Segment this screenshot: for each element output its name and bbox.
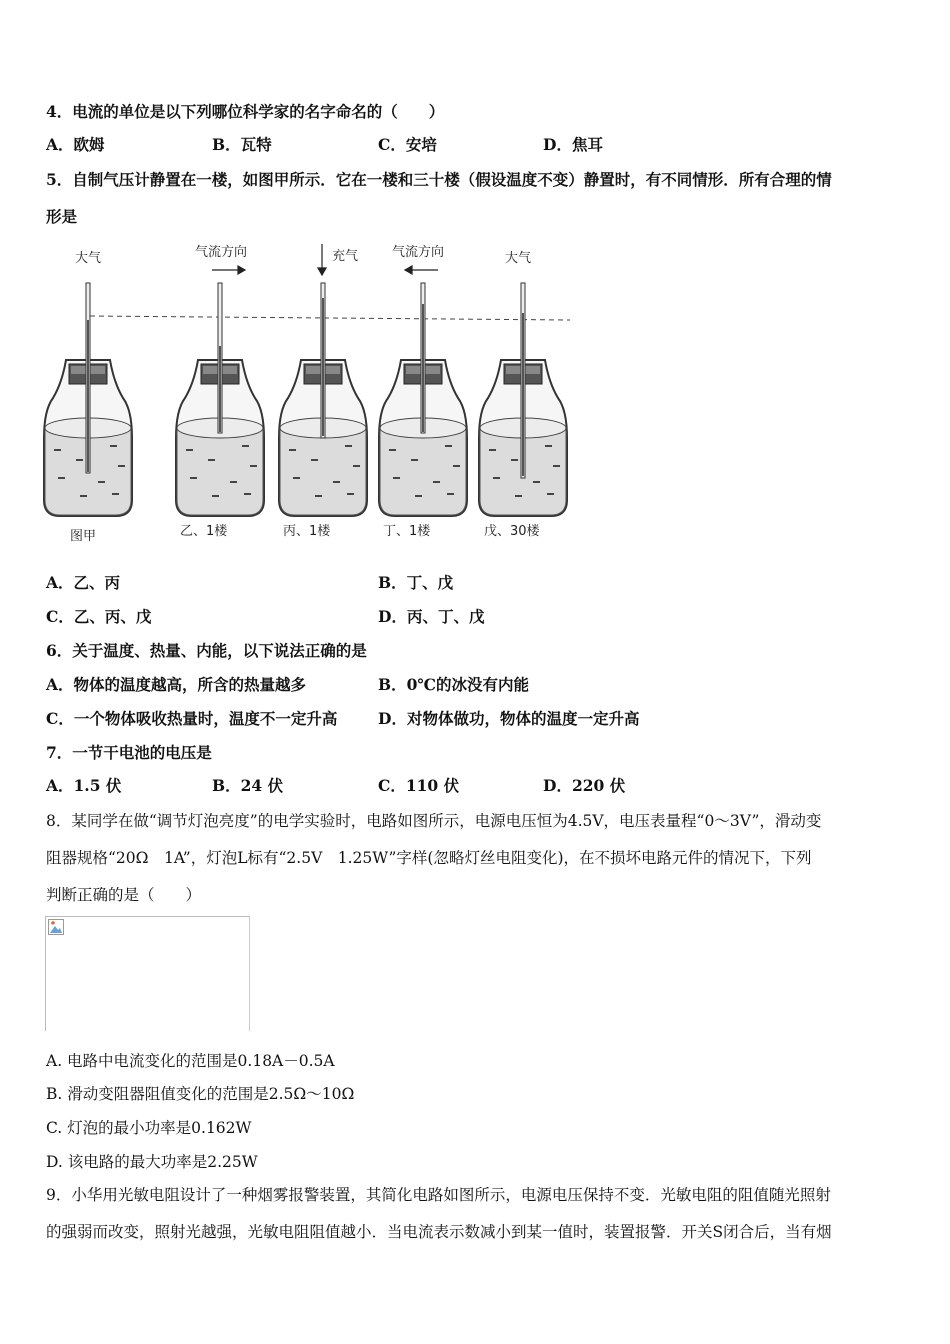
water-level-reference-line <box>90 316 570 320</box>
q8-option-c: C. 灯泡的最小功率是0.162W <box>46 1119 252 1137</box>
q8-stem-line2: 阻器规格“20Ω 1A”，灯泡L标有“2.5V 1.25W”字样(忽略灯丝电阻变化)，在不损坏电路元件的情况下，下列 <box>46 849 812 867</box>
bottle-yi <box>176 283 264 516</box>
fig-top-label-2: 气流方向 <box>195 245 248 260</box>
q8-option-b: B. 滑动变阻器阻值变化的范围是2.5Ω～10Ω <box>46 1085 355 1103</box>
fig-top-label-3: 充气 <box>332 249 359 264</box>
fig-bottom-label-2: 乙、1楼 <box>180 524 228 539</box>
q5-stem-line1: 5．自制气压计静置在一楼，如图甲所示．它在一楼和三十楼（假设温度不变）静置时，有不同情形．所有合理的情 <box>46 170 832 189</box>
airflow-arrow-left <box>405 266 438 274</box>
q7-option-a: A．1.5 伏 <box>46 776 122 795</box>
q8-option-a: A. 电路中电流变化的范围是0.18A－0.5A <box>46 1052 335 1070</box>
q8-option-d: D. 该电路的最大功率是2.25W <box>46 1153 258 1171</box>
q8-stem-line1: 8．某同学在做“调节灯泡亮度”的电学实验时，电路如图所示，电源电压恒为4.5V，电压表量程“0～3V”，滑动变 <box>46 812 822 830</box>
fig-top-label-5: 大气 <box>505 251 532 266</box>
q9-stem-line1: 9．小华用光敏电阻设计了一种烟雾报警装置，其简化电路如图所示，电源电压保持不变．光敏电阻的阻值随光照射 <box>46 1186 831 1204</box>
q7-option-d: D．220 伏 <box>543 776 626 795</box>
fig-top-label-1: 大气 <box>75 251 102 266</box>
bottle-jia <box>44 283 132 516</box>
q7-option-b: B．24 伏 <box>212 776 284 795</box>
airflow-arrow-right <box>212 266 245 274</box>
q4-option-c: C．安培 <box>378 135 437 154</box>
broken-image-icon <box>48 919 64 935</box>
q6-option-b: B．0℃的冰没有内能 <box>378 675 529 694</box>
q9-stem-line2: 的强弱而改变，照射光越强，光敏电阻阻值越小．当电流表示数减小到某一值时，装置报警．开关S闭合后，当有烟 <box>46 1223 832 1241</box>
fig-top-label-4: 气流方向 <box>392 245 445 260</box>
q8-stem-line3: 判断正确的是（ ） <box>46 886 202 904</box>
q5-option-c: C．乙、丙、戊 <box>46 607 152 626</box>
q7-option-c: C．110 伏 <box>378 776 460 795</box>
q4-option-a: A．欧姆 <box>46 135 105 154</box>
inflate-arrow-down <box>318 244 326 275</box>
fig-bottom-label-4: 丁、1楼 <box>383 524 431 539</box>
bottle-ding <box>379 283 467 516</box>
q5-option-d: D．丙、丁、戊 <box>378 607 485 626</box>
fig-bottom-label-1: 图甲 <box>70 529 97 544</box>
q4-stem: 4．电流的单位是以下列哪位科学家的名字命名的（ ） <box>46 102 445 121</box>
fig-bottom-label-3: 丙、1楼 <box>283 524 331 539</box>
q6-option-a: A．物体的温度越高，所含的热量越多 <box>46 675 307 694</box>
barometer-figure <box>40 238 580 548</box>
q5-option-a: A．乙、丙 <box>46 573 121 592</box>
fig-bottom-label-5: 戊、30楼 <box>484 524 540 539</box>
q7-stem: 7．一节干电池的电压是 <box>46 743 212 762</box>
circuit-image-placeholder <box>45 916 250 1031</box>
q4-option-d: D．焦耳 <box>543 135 603 154</box>
q5-option-b: B．丁、戊 <box>378 573 454 592</box>
q6-stem: 6．关于温度、热量、内能，以下说法正确的是 <box>46 641 367 660</box>
bottle-wu <box>479 283 567 516</box>
q5-stem-line2: 形是 <box>46 207 78 226</box>
q6-option-d: D．对物体做功，物体的温度一定升高 <box>378 709 640 728</box>
q4-option-b: B．瓦特 <box>212 135 272 154</box>
q6-option-c: C．一个物体吸收热量时，温度不一定升高 <box>46 709 338 728</box>
